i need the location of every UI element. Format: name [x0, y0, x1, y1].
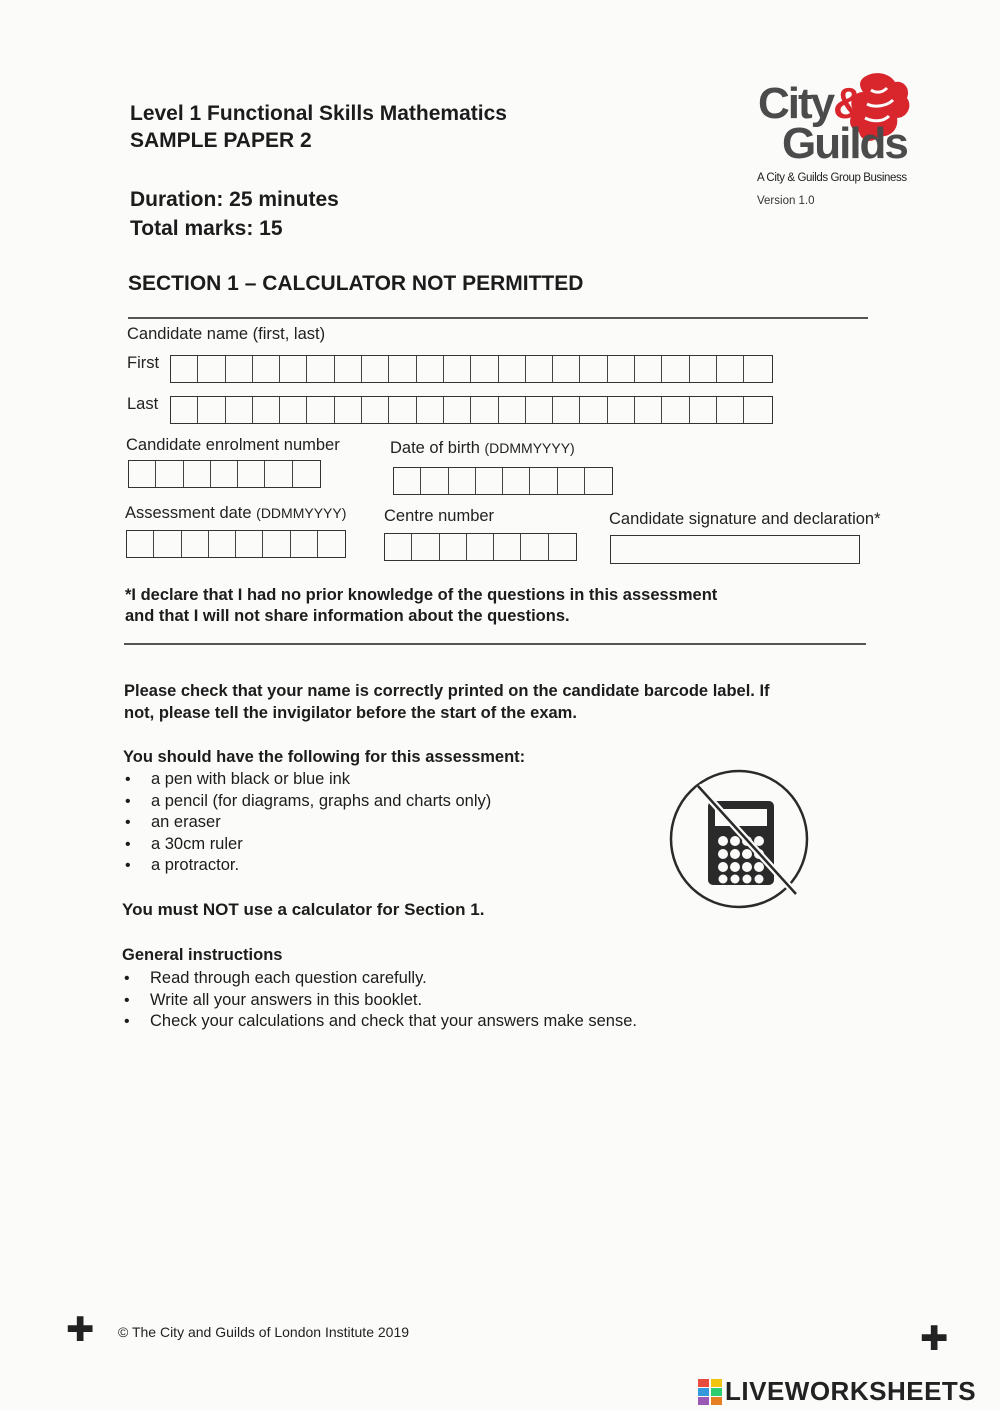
liveworksheets-logo-icon [698, 1379, 722, 1405]
logo-ampersand: & [833, 79, 863, 128]
watermark-text: LIVEWORKSHEETS [725, 1376, 977, 1406]
centre-number-boxes[interactable] [384, 533, 577, 561]
instructions-list [122, 968, 637, 1033]
declaration-text [125, 585, 717, 627]
dob-label-text: Date of birth [390, 439, 480, 457]
candidate-name-label: Candidate name (first, last) [127, 325, 326, 343]
no-calculator-icon [668, 768, 810, 910]
signature-label: Candidate signature and declaration* [609, 510, 881, 528]
equipment-item: • an eraser [123, 812, 491, 834]
logo-tagline: A City & Guilds Group Business [757, 172, 907, 184]
calculator-notice: You must NOT use a calculator for Section 1. [122, 900, 485, 919]
duration-text: Duration: 25 minutes [130, 188, 339, 211]
first-name-boxes[interactable] [170, 355, 773, 383]
equipment-item: • a pencil (for diagrams, graphs and charts only) [123, 791, 491, 813]
equipment-list [123, 769, 491, 877]
liveworksheets-watermark [698, 1376, 976, 1407]
version-text: Version 1.0 [757, 195, 815, 207]
equipment-item: • a 30cm ruler [123, 834, 491, 856]
declaration-line-1: *I declare that I had no prior knowledge of the questions in this assessment [125, 586, 718, 604]
signature-box[interactable] [610, 535, 860, 564]
check-notice [124, 680, 770, 724]
equipment-item: • a pen with black or blue ink [123, 769, 491, 791]
section-divider [128, 317, 868, 319]
paper-subtitle: SAMPLE PAPER 2 [130, 129, 312, 152]
instruction-item: • Write all your answers in this booklet. [122, 990, 637, 1012]
registration-mark-left: ✚ [66, 1311, 95, 1349]
total-marks-text: Total marks: 15 [130, 217, 283, 240]
copyright-text: © The City and Guilds of London Institute 2019 [118, 1324, 410, 1340]
last-name-boxes[interactable] [170, 396, 773, 424]
paper-title: Level 1 Functional Skills Mathematics [130, 102, 507, 125]
enrolment-number-label: Candidate enrolment number [126, 436, 340, 454]
registration-mark-right: ✚ [920, 1320, 949, 1358]
enrolment-number-boxes[interactable] [128, 460, 321, 488]
city-guilds-logo [755, 80, 925, 220]
logo-city-text: City [758, 79, 834, 128]
dob-boxes[interactable] [393, 467, 613, 495]
instructions-heading: General instructions [122, 946, 283, 964]
assessment-date-format-text: (DDMMYYYY) [256, 505, 347, 521]
logo-guilds-text: Guilds [782, 119, 907, 168]
dob-label [390, 439, 575, 458]
equipment-item: • a protractor. [123, 855, 491, 877]
check-notice-line-1: Please check that your name is correctly printed on the candidate barcode label. If [124, 682, 770, 700]
dob-format-text: (DDMMYYYY) [484, 440, 575, 456]
check-notice-line-2: not, please tell the invigilator before the start of the exam. [124, 704, 577, 722]
section-heading: SECTION 1 – CALCULATOR NOT PERMITTED [128, 272, 584, 295]
instruction-item: • Read through each question carefully. [122, 968, 637, 990]
last-name-label: Last [127, 395, 159, 413]
assessment-date-label-text: Assessment date [125, 504, 252, 522]
instruction-item: • Check your calculations and check that your answers make sense. [122, 1011, 637, 1033]
equipment-heading: You should have the following for this assessment: [123, 748, 526, 766]
centre-number-label: Centre number [384, 507, 495, 525]
first-name-label: First [127, 354, 160, 372]
assessment-date-boxes[interactable] [126, 530, 346, 558]
assessment-date-label [125, 504, 346, 523]
declaration-line-2: and that I will not share information about the questions. [125, 607, 570, 625]
declaration-divider [124, 643, 866, 645]
